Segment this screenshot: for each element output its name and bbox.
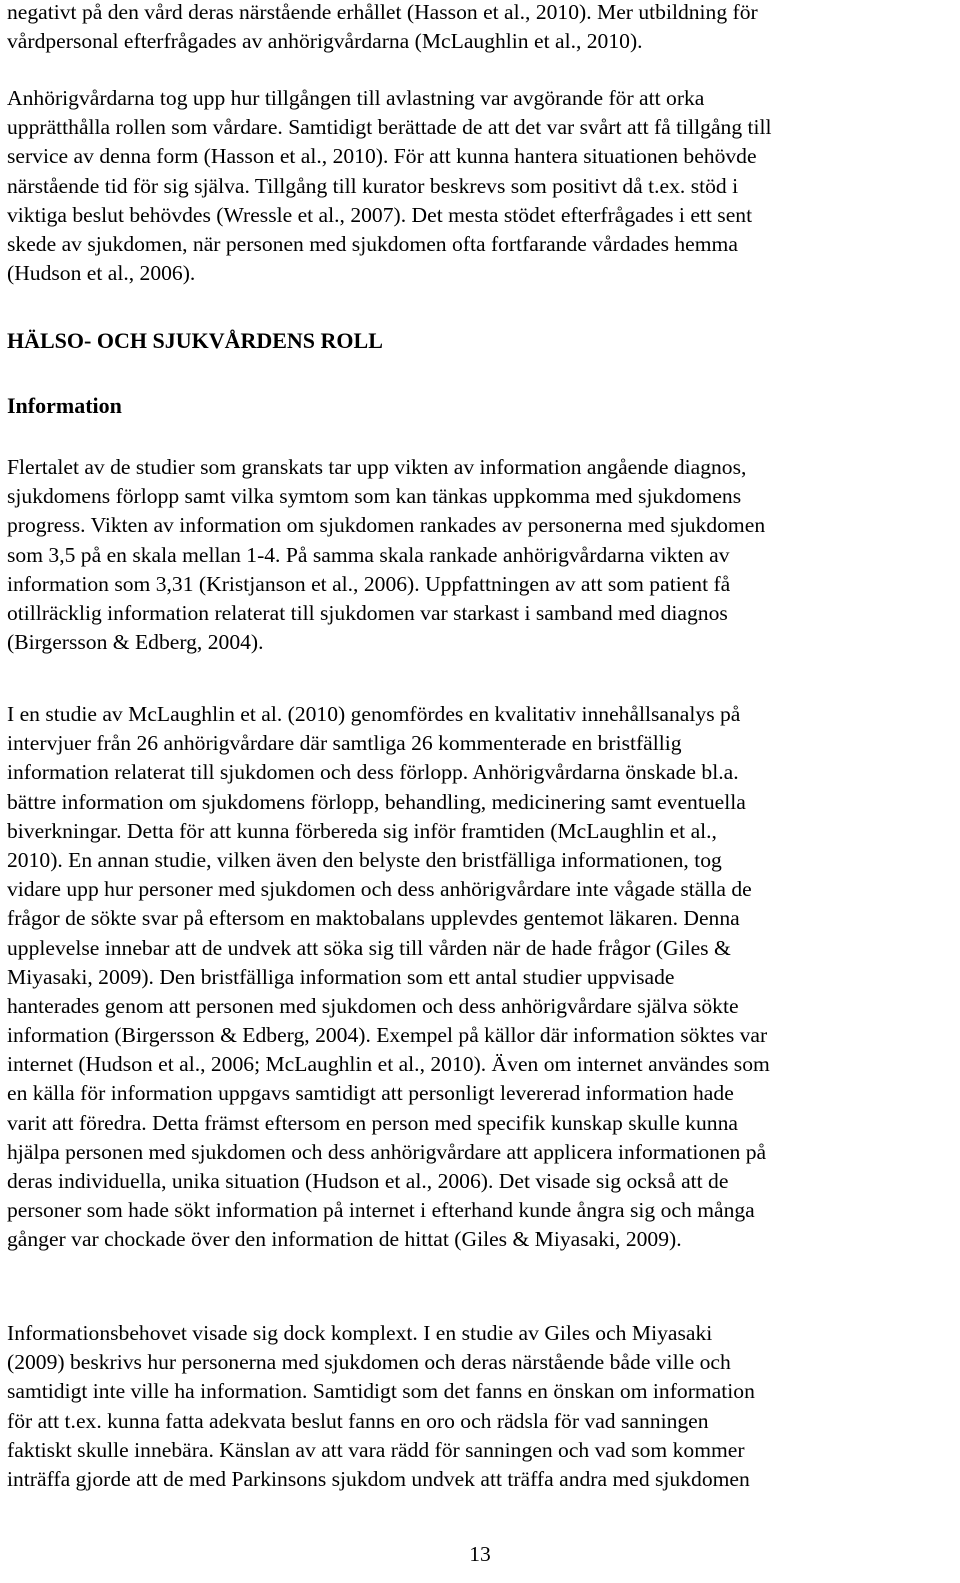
text-line: biverkningar. Detta för att kunna förbereda sig inför framtiden (McLaughlin et al., — [7, 818, 717, 843]
paragraph-avlastning — [7, 84, 952, 288]
text-line: 2010). En annan studie, vilken även den belyste den bristfälliga informationen, tog — [7, 847, 722, 872]
text-line: hanterades genom att personen med sjukdomen och dess anhörigvårdare själva sökte — [7, 993, 739, 1018]
text-line: deras individuella, unika situation (Hudson et al., 2006). Det visade sig också att de — [7, 1169, 729, 1193]
text-line: information relaterat till sjukdomen och dess förlopp. Anhörigvårdarna önskade bl.a. — [7, 760, 739, 785]
text-line: varit att föredra. Detta främst eftersom en person med specifik kunskap skulle kunna — [7, 1110, 738, 1135]
text-line: Informationsbehovet visade sig dock komplext. I en studie av Giles och Miyasaki — [7, 1321, 713, 1345]
text-line: negativt på den vård deras närstående erhållet (Hasson et al., 2010). Mer utbildning för — [7, 0, 758, 24]
text-line: bättre information om sjukdomens förlopp, behandling, medicinering samt eventuella — [7, 789, 746, 814]
text-line: Anhörigvårdarna tog upp hur tillgången till avlastning var avgörande för att orka — [7, 86, 705, 110]
text-line: skede av sjukdomen, när personen med sjukdomen ofta fortfarande vårdades hemma — [7, 231, 738, 256]
text-line: närstående tid för sig själva. Tillgång till kurator beskrevs som positivt då t.ex. stöd i — [7, 173, 739, 198]
text-line: inträffa gjorde att de med Parkinsons sjukdom undvek att träffa andra med sjukdomen — [7, 1466, 750, 1491]
text-line: Flertalet av de studier som granskats tar upp vikten av information angående diagnos, — [7, 455, 747, 479]
text-line: internet (Hudson et al., 2006; McLaughlin et al., 2010). Även om internet användes som — [7, 1052, 770, 1077]
text-line: information som 3,31 (Kristjanson et al., 2006). Uppfattningen av att som patient få — [7, 571, 731, 596]
text-line: som 3,5 på en skala mellan 1-4. På samma skala rankade anhörigvårdarna vikten av — [7, 542, 730, 567]
text-line: frågor de sökte svar på eftersom en maktobalans upplevdes gentemot läkaren. Denna — [7, 906, 740, 931]
text-line: I en studie av McLaughlin et al. (2010) genomfördes en kvalitativ innehållsanalys på — [7, 702, 741, 726]
text-line: service av denna form (Hasson et al., 2010). För att kunna hantera situationen behövde — [7, 144, 757, 169]
text-line: hjälpa personen med sjukdomen och dess anhörigvårdare att applicera informationen på — [7, 1139, 767, 1164]
section-heading: HÄLSO- OCH SJUKVÅRDENS ROLL — [7, 328, 383, 353]
subheading: Information — [7, 393, 122, 418]
text-line: intervjuer från 26 anhörigvårdare där samtliga 26 kommenterade en bristfällig — [7, 731, 682, 756]
text-line: Miyasaki, 2009). Den bristfälliga information som ett antal studier uppvisade — [7, 964, 675, 989]
text-line: personer som hade sökt information på internet i efterhand kunde ångra sig och många — [7, 1198, 755, 1223]
text-line: (Birgersson & Edberg, 2004). — [7, 630, 264, 655]
paragraph-information — [7, 453, 952, 657]
text-line: för att t.ex. kunna fatta adekvata beslut fanns en oro och rädsla för vad sanningen — [7, 1408, 709, 1433]
text-line: en källa för information uppgavs samtidigt att personligt levererad information hade — [7, 1081, 734, 1106]
text-line: otillräcklig information relaterat till sjukdomen var starkast i samband med diagnos — [7, 600, 728, 625]
text-line: information (Birgersson & Edberg, 2004). Exempel på källor där information söktes var — [7, 1023, 768, 1048]
text-line: gånger var chockade över den information de hittat (Giles & Miyasaki, 2009). — [7, 1227, 682, 1252]
text-line: faktiskt skulle innebära. Känslan av att vara rädd för sanningen och vad som kommer — [7, 1437, 745, 1462]
text-line: samtidigt inte ville ha information. Samtidigt som det fanns en önskan om information — [7, 1379, 755, 1404]
text-line: progress. Vikten av information om sjukdomen rankades av personerna med sjukdomen — [7, 513, 766, 538]
text-line: sjukdomens förlopp samt vilka symtom som kan tänkas uppkomma med sjukdomens — [7, 484, 742, 509]
paragraph-informationsbehov — [7, 1319, 952, 1494]
text-line: (2009) beskrivs hur personerna med sjukdomen och deras närstående både ville och — [7, 1350, 731, 1375]
text-line: (Hudson et al., 2006). — [7, 261, 196, 286]
text-line: upprätthålla rollen som vårdare. Samtidigt berättade de att det var svårt att få tillgång till — [7, 115, 772, 140]
text-line: vårdpersonal efterfrågades av anhörigvårdarna (McLaughlin et al., 2010). — [7, 29, 643, 54]
paragraph-mclaughlin-study — [7, 700, 952, 1255]
text-line: viktiga beslut behövdes (Wressle et al., 2007). Det mesta stödet efterfrågades i ett sent — [7, 202, 753, 227]
text-line: vidare upp hur personer med sjukdomen och dess anhörigvårdare inte vågade ställa de — [7, 877, 752, 902]
page-number: 13 — [469, 1542, 491, 1566]
paragraph-intro — [7, 0, 952, 56]
text-line: upplevelse innebar att de undvek att söka sig till vården när de hade frågor (Giles & — [7, 935, 731, 960]
